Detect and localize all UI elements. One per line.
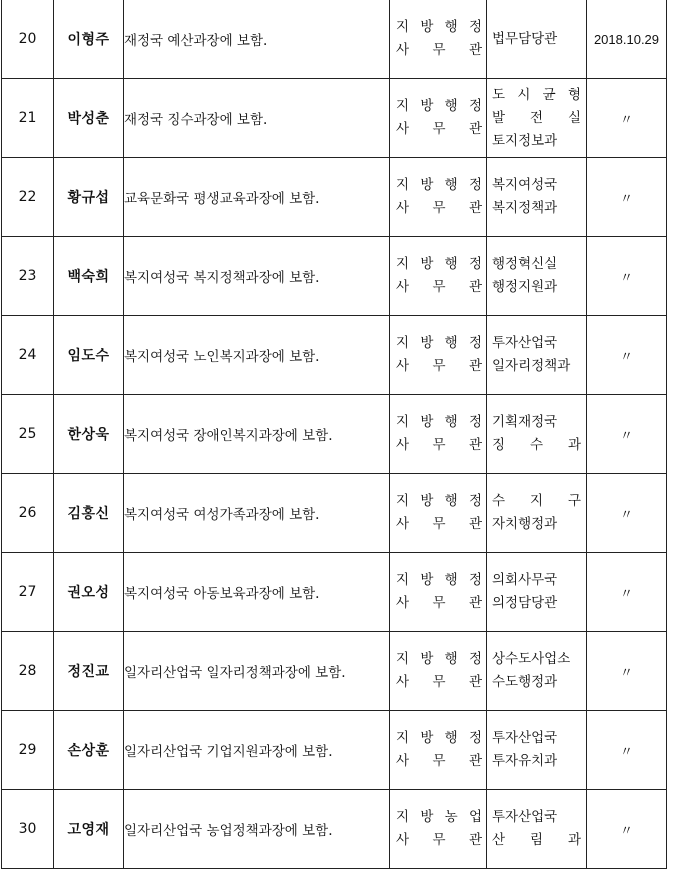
- department-line: 복지여성국: [492, 177, 558, 193]
- department-line: 의정담당관: [492, 595, 558, 611]
- row-number-cell: 26: [2, 474, 54, 553]
- rank-line: 사 무 관: [396, 832, 482, 848]
- previous-department-cell: [487, 0, 587, 79]
- previous-department-cell: [487, 553, 587, 632]
- row-number-cell: 20: [2, 0, 54, 79]
- person-name-cell: 정진교: [54, 632, 124, 711]
- rank-line: 사 무 관: [396, 279, 482, 295]
- rank-line: 지 방 행 정: [396, 414, 482, 430]
- previous-department-cell: [487, 158, 587, 237]
- row-number-cell: 28: [2, 632, 54, 711]
- rank-cell: [390, 553, 487, 632]
- effective-date-cell: 〃: [587, 316, 667, 395]
- rank-line: 사 무 관: [396, 674, 482, 690]
- row-number-cell: 21: [2, 79, 54, 158]
- rank-cell: [390, 79, 487, 158]
- rank-cell: [390, 237, 487, 316]
- appointment-note-cell: 일자리산업국 농업정책과장에 보함.: [124, 790, 390, 869]
- table-row: [2, 395, 667, 474]
- department-line: 행정지원과: [492, 279, 558, 295]
- effective-date-cell: 〃: [587, 237, 667, 316]
- previous-department-cell: [487, 79, 587, 158]
- previous-department-cell: [487, 711, 587, 790]
- table-row: [2, 790, 667, 869]
- rank-line: 지 방 행 정: [396, 493, 482, 509]
- appointment-note-cell: 복지여성국 장애인복지과장에 보함.: [124, 395, 390, 474]
- rank-line: 지 방 행 정: [396, 335, 482, 351]
- row-number-cell: 27: [2, 553, 54, 632]
- table-row: [2, 711, 667, 790]
- appointment-note-cell: 재정국 예산과장에 보함.: [124, 0, 390, 79]
- department-line: 자치행정과: [492, 516, 558, 532]
- rank-line: 사 무 관: [396, 753, 482, 769]
- effective-date-cell: 〃: [587, 790, 667, 869]
- department-line: 징 수 과: [492, 437, 581, 453]
- department-line: 수 지 구: [492, 493, 581, 509]
- row-number-cell: 29: [2, 711, 54, 790]
- appointment-note-cell: 일자리산업국 기업지원과장에 보함.: [124, 711, 390, 790]
- rank-line: 지 방 행 정: [396, 256, 482, 272]
- rank-line: 지 방 농 업: [396, 809, 482, 825]
- person-name-cell: 임도수: [54, 316, 124, 395]
- appointment-table: [1, 0, 667, 869]
- appointment-note-cell: 복지여성국 복지정책과장에 보함.: [124, 237, 390, 316]
- department-line: 일자리정책과: [492, 358, 571, 374]
- department-line: 의회사무국: [492, 572, 558, 588]
- effective-date-cell: 〃: [587, 79, 667, 158]
- rank-cell: [390, 474, 487, 553]
- person-name-cell: 이형주: [54, 0, 124, 79]
- person-name-cell: 황규섭: [54, 158, 124, 237]
- rank-cell: [390, 316, 487, 395]
- row-number-cell: 24: [2, 316, 54, 395]
- department-line: 수도행정과: [492, 674, 558, 690]
- table-row: [2, 79, 667, 158]
- table-row: [2, 474, 667, 553]
- previous-department-cell: [487, 474, 587, 553]
- appointment-table-body: [2, 0, 667, 869]
- effective-date-cell: 〃: [587, 474, 667, 553]
- department-line: 투자유치과: [492, 753, 558, 769]
- person-name-cell: 권오성: [54, 553, 124, 632]
- row-number-cell: 22: [2, 158, 54, 237]
- table-row: [2, 632, 667, 711]
- person-name-cell: 박성춘: [54, 79, 124, 158]
- rank-cell: [390, 632, 487, 711]
- appointment-note-cell: 재정국 징수과장에 보함.: [124, 79, 390, 158]
- rank-cell: [390, 711, 487, 790]
- department-line: 투자산업국: [492, 335, 558, 351]
- previous-department-cell: [487, 316, 587, 395]
- person-name-cell: 한상욱: [54, 395, 124, 474]
- rank-line: 사 무 관: [396, 437, 482, 453]
- effective-date-cell: 〃: [587, 553, 667, 632]
- rank-line: 지 방 행 정: [396, 177, 482, 193]
- rank-cell: [390, 395, 487, 474]
- appointment-note-cell: 교육문화국 평생교육과장에 보함.: [124, 158, 390, 237]
- rank-line: 사 무 관: [396, 200, 482, 216]
- table-row: [2, 0, 667, 79]
- department-line: 투자산업국: [492, 809, 558, 825]
- rank-line: 지 방 행 정: [396, 572, 482, 588]
- person-name-cell: 김홍신: [54, 474, 124, 553]
- row-number-cell: 25: [2, 395, 54, 474]
- rank-line: 지 방 행 정: [396, 651, 482, 667]
- effective-date-cell: 〃: [587, 711, 667, 790]
- effective-date-cell: 〃: [587, 158, 667, 237]
- effective-date-cell: 〃: [587, 632, 667, 711]
- previous-department-cell: [487, 395, 587, 474]
- rank-cell: [390, 158, 487, 237]
- person-name-cell: 백숙희: [54, 237, 124, 316]
- rank-line: 지 방 행 정: [396, 98, 482, 114]
- department-line: 복지정책과: [492, 200, 558, 216]
- department-line: 산 림 과: [492, 832, 581, 848]
- rank-cell: [390, 790, 487, 869]
- effective-date-cell: 2018.10.29: [587, 0, 667, 79]
- department-line: 도 시 균 형: [492, 86, 581, 103]
- department-line: 행정혁신실: [492, 256, 558, 272]
- person-name-cell: 손상훈: [54, 711, 124, 790]
- rank-line: 사 무 관: [396, 42, 482, 58]
- row-number-cell: 30: [2, 790, 54, 869]
- table-row: [2, 237, 667, 316]
- rank-line: 사 무 관: [396, 358, 482, 374]
- rank-line: 사 무 관: [396, 121, 482, 137]
- department-line: 발 전 실: [492, 109, 581, 126]
- rank-line: 지 방 행 정: [396, 19, 482, 35]
- rank-cell: [390, 0, 487, 79]
- person-name-cell: 고영재: [54, 790, 124, 869]
- effective-date-cell: 〃: [587, 395, 667, 474]
- department-line: 투자산업국: [492, 730, 558, 746]
- department-line: 상수도사업소: [492, 651, 571, 667]
- department-line: 법무담당관: [492, 30, 558, 47]
- rank-line: 사 무 관: [396, 516, 482, 532]
- table-row: [2, 158, 667, 237]
- rank-line: 지 방 행 정: [396, 730, 482, 746]
- table-row: [2, 316, 667, 395]
- department-line: 토지정보과: [492, 132, 558, 149]
- appointment-note-cell: 일자리산업국 일자리정책과장에 보함.: [124, 632, 390, 711]
- rank-line: 사 무 관: [396, 595, 482, 611]
- appointment-note-cell: 복지여성국 아동보육과장에 보함.: [124, 553, 390, 632]
- table-row: [2, 553, 667, 632]
- row-number-cell: 23: [2, 237, 54, 316]
- department-line: 기획재정국: [492, 414, 558, 430]
- appointment-note-cell: 복지여성국 여성가족과장에 보함.: [124, 474, 390, 553]
- appointment-note-cell: 복지여성국 노인복지과장에 보함.: [124, 316, 390, 395]
- previous-department-cell: [487, 632, 587, 711]
- previous-department-cell: [487, 237, 587, 316]
- previous-department-cell: [487, 790, 587, 869]
